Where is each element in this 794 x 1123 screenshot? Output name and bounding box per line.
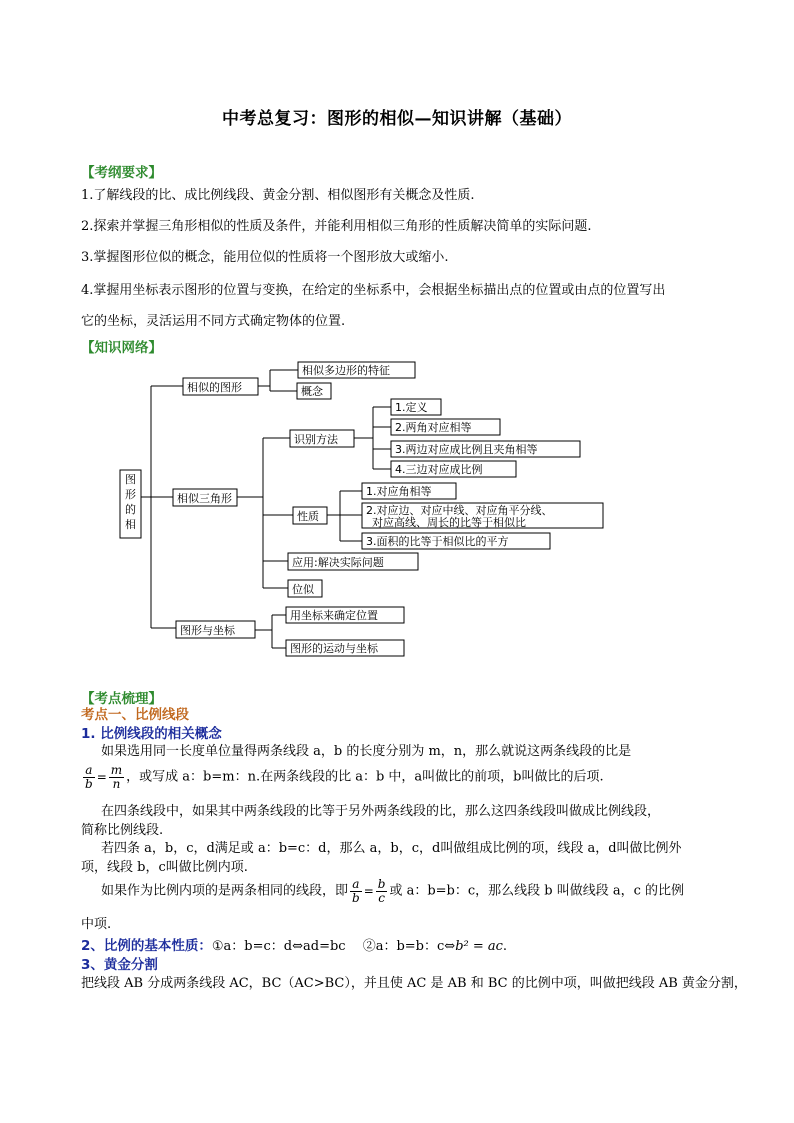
requirement-4: 4.掌握用坐标表示图形的位置与变换，在给定的坐标系中，会根据坐标描出点的位置或由点的位置写出	[81, 283, 666, 298]
node-motion-coordinates: 图形的运动与坐标	[290, 642, 378, 655]
outline-header: 【考纲要求】	[81, 165, 162, 181]
para-6: 把线段 AB 分成两条线段 AC，BC（AC>BC），并且使 AC 是 AB 和 BC 的比例中项，叫做把线段 AB 黄金分割，	[81, 976, 747, 991]
root-char-3: 的	[125, 503, 136, 516]
network-header: 【知识网络】	[81, 340, 162, 356]
node-properties: 性质	[297, 510, 319, 523]
node-ratio-line-2: 对应高线、周长的比等于相似比	[372, 516, 526, 529]
para-2-row: $\frac{a}{b}$ = $\frac{m}{n}$ ，或写成 a：b=m：n.在两条线段的比 a：b 中，a叫做比的前项，b叫做比的后项.	[85, 763, 604, 791]
fraction-b-c: $\frac{b}{c}$	[377, 877, 386, 905]
node-area-ratio: 3.面积的比等于相似比的平方	[366, 535, 509, 548]
points-header: 【考点梳理】	[81, 691, 162, 707]
node-ratio-line-1: 2.对应边、对应中线、对应角平分线、	[366, 504, 553, 517]
root-char-1: 图	[125, 473, 136, 486]
node-definition: 1.定义	[395, 401, 428, 414]
node-sss: 4.三边对应成比例	[395, 463, 483, 476]
node-figures-coordinates: 图形与坐标	[180, 624, 235, 637]
node-sas: 3.两边对应成比例且夹角相等	[395, 443, 538, 456]
sub-heading-3: 3、黄金分割	[81, 957, 158, 973]
fraction-m-n: $\frac{m}{n}$	[110, 763, 123, 791]
sub-heading-1: 1. 比例线段的相关概念	[81, 726, 222, 742]
node-similar-triangles: 相似三角形	[177, 492, 232, 505]
fraction-a-b-2: $\frac{a}{b}$	[352, 877, 360, 905]
node-similar-figures: 相似的图形	[187, 381, 242, 394]
root-char-2: 形	[125, 488, 136, 501]
node-identification: 识别方法	[294, 433, 338, 446]
para-4b: 项，线段 b，c叫做比例内项.	[81, 860, 248, 875]
para-2-text: ，或写成 a：b=m：n.在两条线段的比 a：b 中，a叫做比的前项，b叫做比的后项.	[126, 769, 604, 785]
property-math: b² = ac	[455, 939, 503, 954]
para-5c: 中项.	[81, 917, 112, 932]
requirement-4-cont: 它的坐标，灵活运用不同方式确定物体的位置.	[81, 314, 346, 329]
node-equal-angles: 1.对应角相等	[366, 485, 432, 498]
sub-heading-2: 2、比例的基本性质：	[81, 938, 212, 954]
root-char-4: 相	[125, 518, 136, 531]
para-1: 如果选用同一长度单位量得两条线段 a，b 的长度分别为 m，n，那么就说这两条线段的比是	[101, 744, 632, 759]
requirement-3: 3.掌握图形位似的概念，能用位似的性质将一个图形放大或缩小.	[81, 250, 449, 265]
node-polygon-features: 相似多边形的特征	[302, 364, 390, 377]
node-two-angles: 2.两角对应相等	[395, 421, 472, 434]
fraction-a-b: $\frac{a}{b}$	[85, 763, 93, 791]
para-5-row: 如果作为比例内项的是两条相同的线段，即 $\frac{a}{b}$ = $\frac{b}{c}$ 或 a：b=b：c，那么线段 b 叫做线段 a，c 的比例	[101, 877, 685, 905]
node-coord-position: 用坐标来确定位置	[290, 609, 378, 622]
para-3a: 在四条线段中，如果其中两条线段的比等于另外两条线段的比，那么这四条线段叫做成比例线段，	[101, 804, 661, 819]
kaodian-1-heading: 考点一、比例线段	[81, 707, 189, 723]
node-homothety: 位似	[292, 583, 314, 596]
page-title: 中考总复习：图形的相似—知识讲解（基础）	[222, 109, 572, 129]
requirement-1: 1.了解线段的比、成比例线段、黄金分割、相似图形有关概念及性质.	[81, 188, 475, 203]
requirement-2: 2.探索并掌握三角形相似的性质及条件，并能利用相似三角形的性质解决简单的实际问题.	[81, 219, 592, 234]
node-application: 应用:解决实际问题	[292, 556, 384, 569]
basic-property-row: 2、比例的基本性质：①a：b=c：d⇔ad=bc ②a：b=b：c⇔b² = ac.	[81, 938, 508, 954]
node-concept: 概念	[301, 385, 323, 398]
para-3b: 简称比例线段.	[81, 823, 164, 838]
para-4a: 若四条 a，b，c，d满足或 a：b=c：d，那么 a，b，c，d叫做组成比例的项，线段 a，d叫做比例外	[101, 841, 682, 856]
property-text: ①a：b=c：d⇔ad=bc ②a：b=b：c⇔	[211, 939, 456, 954]
